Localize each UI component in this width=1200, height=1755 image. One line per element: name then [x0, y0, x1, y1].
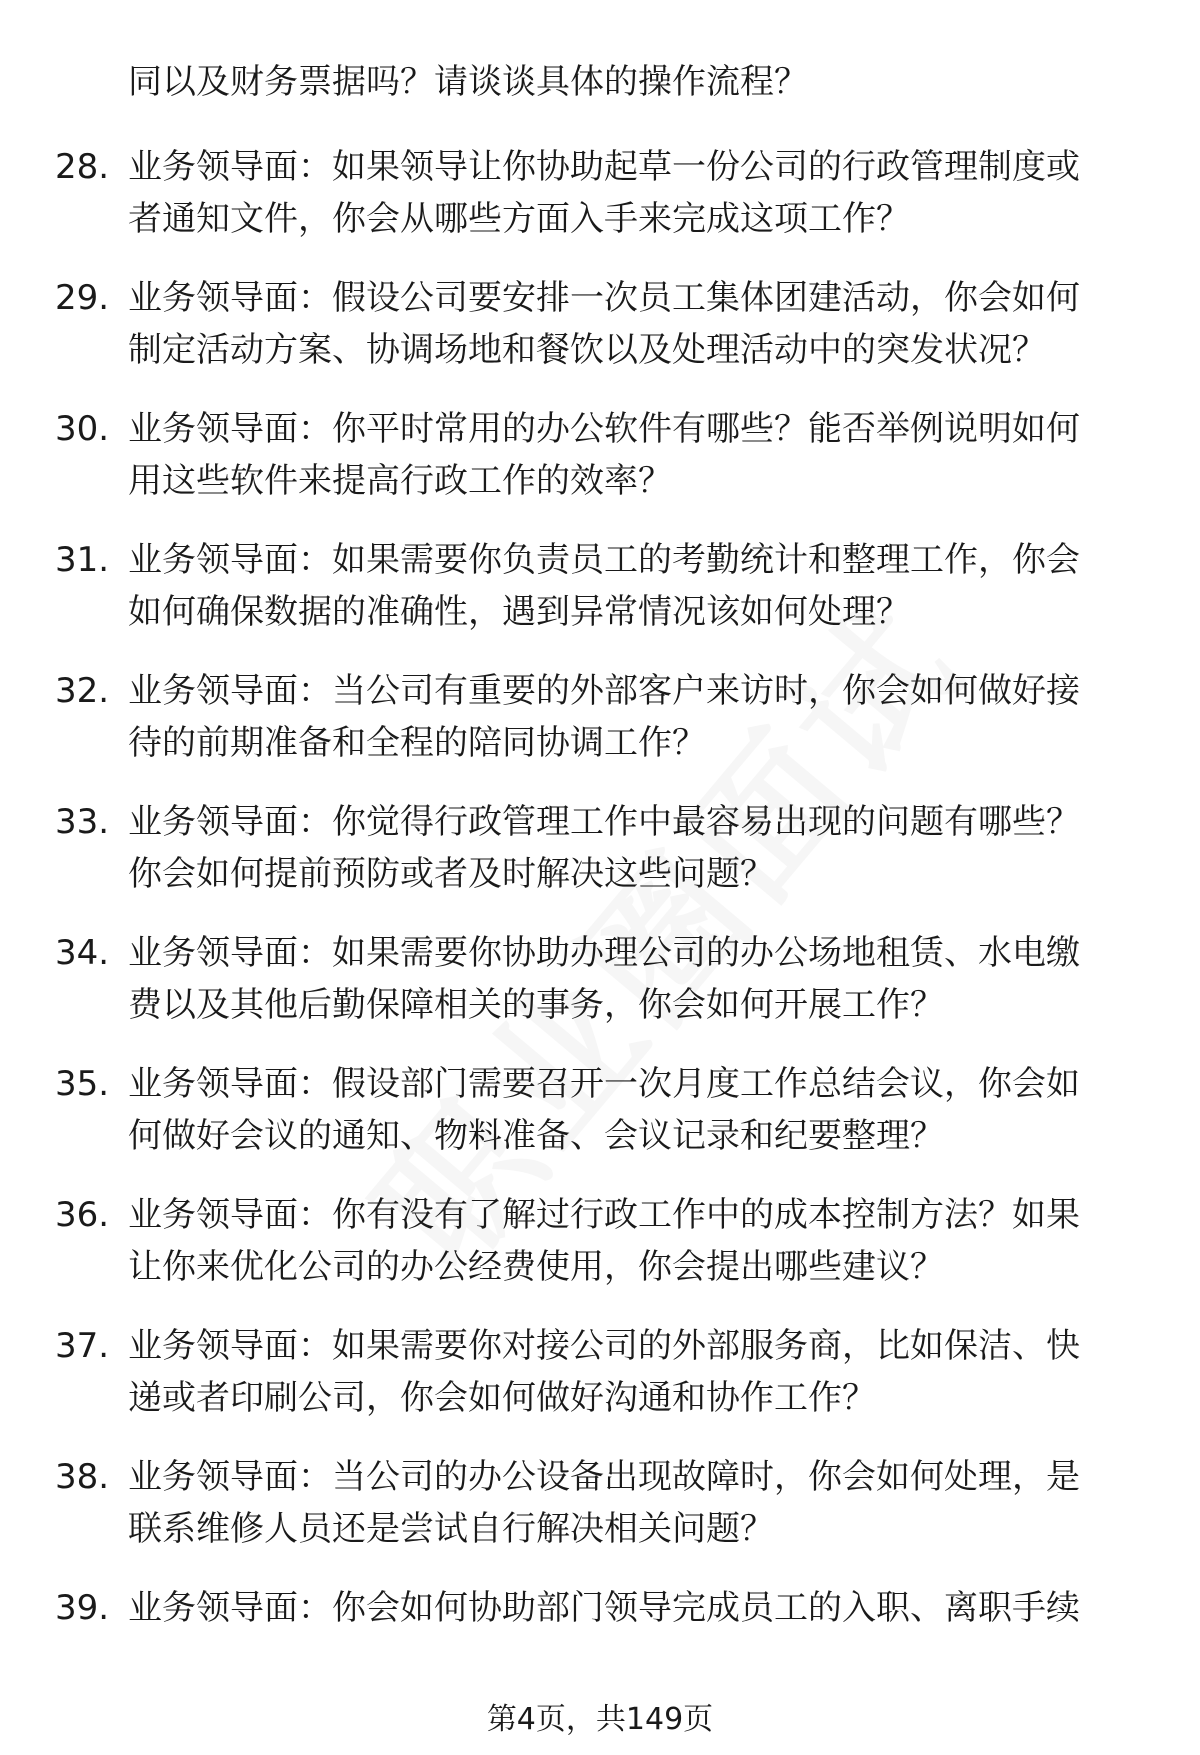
question-text-line: 用这些软件来提高行政工作的效率？ — [128, 461, 672, 501]
question-text-line: 待的前期准备和全程的陪同协调工作？ — [128, 723, 706, 763]
question-text — [128, 667, 1148, 771]
question-text-line: 制定活动方案、协调场地和餐饮以及处理活动中的突发状况？ — [128, 330, 1046, 370]
question-text-line: 如何确保数据的准确性，遇到异常情况该如何处理？ — [128, 592, 910, 632]
question-item — [0, 274, 1200, 405]
question-text — [128, 274, 1148, 378]
question-text-line: 业务领导面：你有没有了解过行政工作中的成本控制方法？如果 — [128, 1195, 1080, 1235]
question-text-line: 者通知文件，你会从哪些方面入手来完成这项工作？ — [128, 199, 910, 239]
question-list — [0, 143, 1200, 1715]
question-number: 38. — [55, 1457, 110, 1497]
question-text-line: 联系维修人员还是尝试自行解决相关问题？ — [128, 1509, 774, 1549]
question-text — [128, 143, 1148, 247]
question-number: 37. — [55, 1326, 110, 1366]
question-text-line: 业务领导面：当公司有重要的外部客户来访时，你会如何做好接 — [128, 671, 1080, 711]
question-text — [128, 1060, 1148, 1164]
question-number: 28. — [55, 147, 110, 187]
question-text — [128, 1584, 1148, 1636]
question-item — [0, 1584, 1200, 1715]
question-item — [0, 1060, 1200, 1191]
question-number: 33. — [55, 802, 110, 842]
question-text-line: 业务领导面：你平时常用的办公软件有哪些？能否举例说明如何 — [128, 409, 1080, 449]
question-text — [128, 929, 1148, 1033]
question-item — [0, 667, 1200, 798]
question-number: 36. — [55, 1195, 110, 1235]
question-item — [0, 929, 1200, 1060]
question-item — [0, 798, 1200, 929]
question-item — [0, 143, 1200, 274]
question-text-line: 业务领导面：如果需要你对接公司的外部服务商，比如保洁、快 — [128, 1326, 1080, 1366]
question-text-line: 业务领导面：如果领导让你协助起草一份公司的行政管理制度或 — [128, 147, 1080, 187]
question-text-line: 何做好会议的通知、物料准备、会议记录和纪要整理？ — [128, 1116, 944, 1156]
continuation-line: 同以及财务票据吗？请谈谈具体的操作流程？ — [128, 62, 808, 102]
question-text-line: 费以及其他后勤保障相关的事务，你会如何开展工作？ — [128, 985, 944, 1025]
question-text — [128, 405, 1148, 509]
question-item — [0, 1191, 1200, 1322]
question-number: 35. — [55, 1064, 110, 1104]
question-text — [128, 798, 1148, 902]
question-item — [0, 405, 1200, 536]
question-number: 30. — [55, 409, 110, 449]
question-text-line: 业务领导面：假设部门需要召开一次月度工作总结会议，你会如 — [128, 1064, 1080, 1104]
question-text — [128, 1322, 1148, 1426]
question-text-line: 业务领导面：你会如何协助部门领导完成员工的入职、离职手续 — [128, 1588, 1080, 1628]
question-text-line: 递或者印刷公司，你会如何做好沟通和协作工作？ — [128, 1378, 876, 1418]
question-number: 39. — [55, 1588, 110, 1628]
question-number: 34. — [55, 933, 110, 973]
question-item — [0, 1322, 1200, 1453]
question-item — [0, 1453, 1200, 1584]
question-item — [0, 536, 1200, 667]
question-text-line: 业务领导面：当公司的办公设备出现故障时，你会如何处理，是 — [128, 1457, 1080, 1497]
question-text-line: 业务领导面：你觉得行政管理工作中最容易出现的问题有哪些？ — [128, 802, 1080, 842]
question-text — [128, 1191, 1148, 1295]
question-number: 32. — [55, 671, 110, 711]
question-text-line: 业务领导面：如果需要你负责员工的考勤统计和整理工作，你会 — [128, 540, 1080, 580]
question-text-line: 让你来优化公司的办公经费使用，你会提出哪些建议？ — [128, 1247, 944, 1287]
question-text-line: 业务领导面：假设公司要安排一次员工集体团建活动，你会如何 — [128, 278, 1080, 318]
question-text-line: 业务领导面：如果需要你协助办理公司的办公场地租赁、水电缴 — [128, 933, 1080, 973]
question-number: 29. — [55, 278, 110, 318]
question-text — [128, 536, 1148, 640]
question-text-line: 你会如何提前预防或者及时解决这些问题？ — [128, 854, 774, 894]
question-number: 31. — [55, 540, 110, 580]
page-footer: 第4页，共149页 — [486, 1702, 714, 1737]
question-text — [128, 1453, 1148, 1557]
